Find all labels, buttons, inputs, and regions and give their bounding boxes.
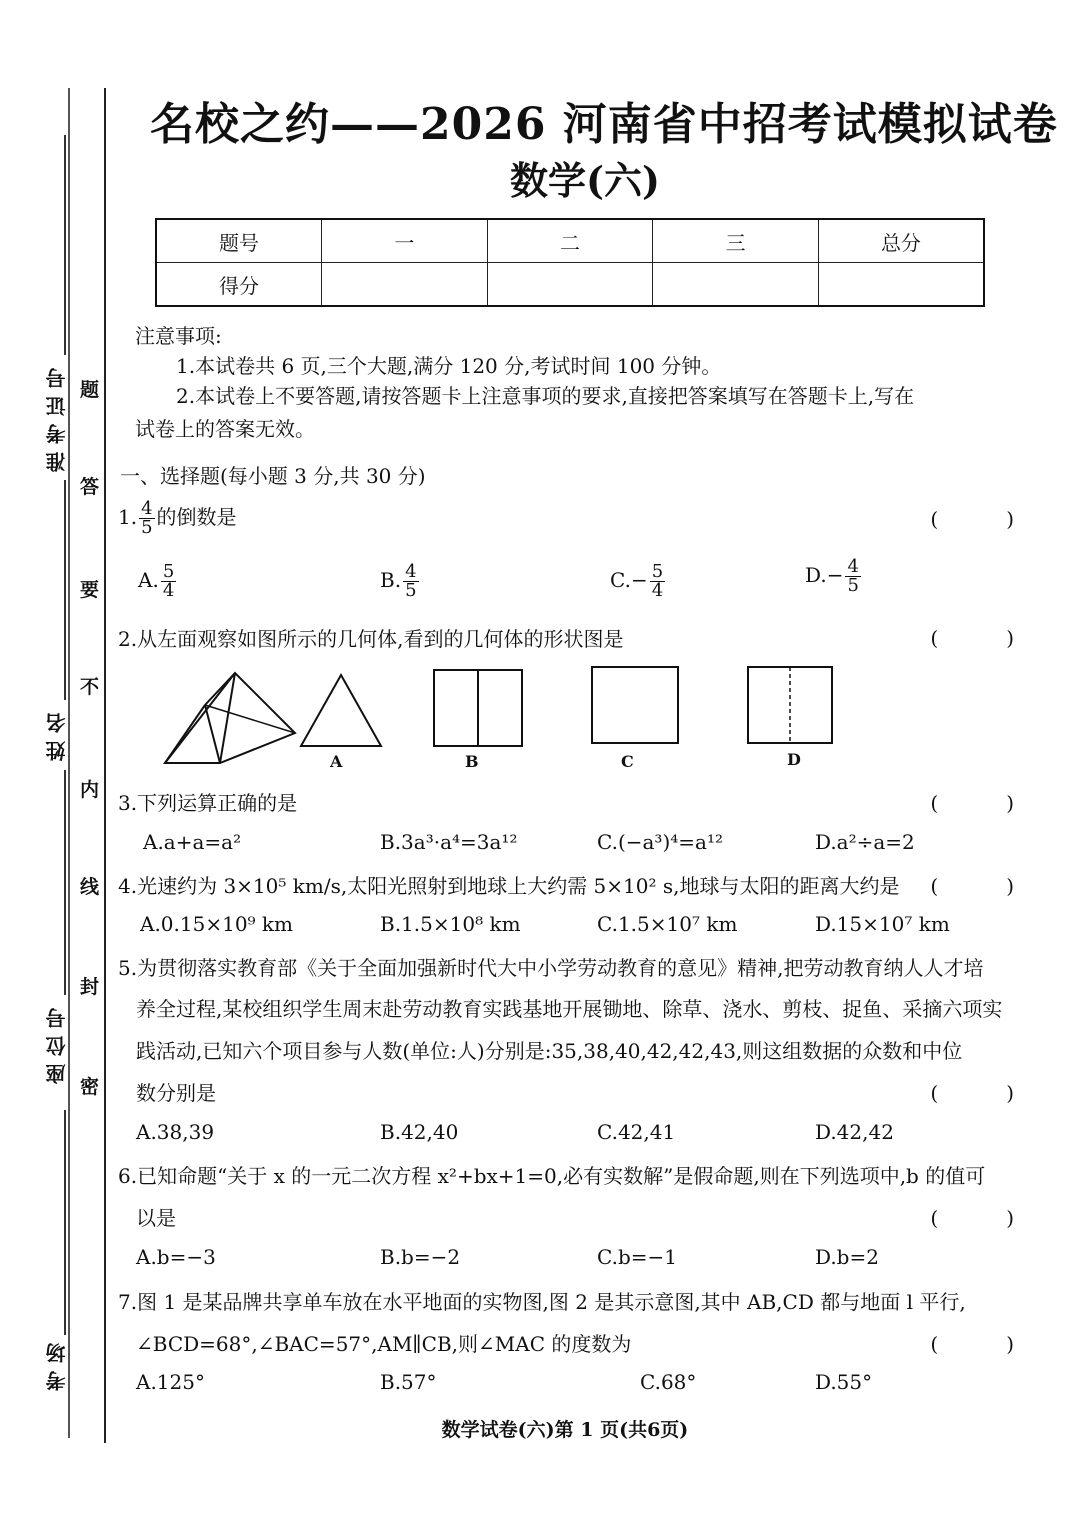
option-c-figure[interactable] [590, 665, 680, 745]
option-d[interactable]: D.− $\frac{4}{5}$ [805, 556, 859, 596]
figure-label-c: C [621, 752, 634, 771]
answer-bracket[interactable]: ( ) [930, 1081, 1038, 1105]
field-label-exam-room: 考场 [45, 1335, 69, 1391]
answer-bracket[interactable]: ( ) [930, 507, 1038, 531]
question-2: 2.从左面观察如图所示的几何体,看到的几何体的形状图是 [118, 627, 624, 651]
question-1 [118, 500, 237, 537]
margin-rule-inner [68, 88, 70, 1438]
margin-rule-outer [104, 88, 106, 1443]
option-b-figure[interactable] [432, 668, 524, 748]
score-table-score-row [156, 263, 984, 307]
prism-figure [160, 668, 300, 768]
option-c[interactable]: C.(−a³)⁴=a¹² [597, 830, 723, 854]
blank-line-4 [64, 1110, 66, 1335]
seal-char: 题 [80, 379, 100, 401]
exam-subtitle: 数学(六) [510, 158, 660, 203]
seal-char: 答 [80, 476, 100, 498]
option-b[interactable]: B. $\frac{4}{5}$ [380, 561, 417, 601]
question-4: 4.光速约为 3×10⁵ km/s,太阳光照射到地球上大约需 5×10² s,地球与太阳的距离大约是 [118, 874, 900, 898]
seal-char: 不 [80, 676, 100, 698]
figure-label-b: B [465, 752, 479, 771]
question-5-line-3: 践活动,已知六个项目参与人数(单位:人)分别是:35,38,40,42,42,43,则这组数据的众数和中位 [136, 1039, 963, 1063]
score-table-cell: 得分 [156, 263, 322, 307]
answer-bracket[interactable]: ( ) [930, 874, 1038, 898]
option-a[interactable]: A.b=−3 [136, 1245, 216, 1269]
option-c[interactable]: C.− $\frac{5}{4}$ [610, 561, 664, 601]
notice-item-1: 1.本试卷共 6 页,三个大题,满分 120 分,考试时间 100 分钟。 [176, 354, 722, 378]
question-6-line-2: 以是 [136, 1206, 176, 1230]
notice-item-2-cont: 试卷上的答案无效。 [135, 417, 315, 441]
option-a-figure[interactable] [298, 672, 384, 750]
exam-title: 名校之约——2026 河南省中招考试模拟试卷 [150, 99, 1058, 150]
seal-char: 密 [80, 1076, 100, 1098]
score-table [155, 218, 985, 307]
question-5-line-1: 5.为贯彻落实教育部《关于全面加强新时代大中小学劳动教育的意见》精神,把劳动教育纳人人才培 [118, 956, 984, 980]
score-table-cell: 总分 [818, 219, 984, 263]
score-table-cell: 一 [322, 219, 488, 263]
answer-bracket[interactable]: ( ) [930, 626, 1038, 650]
blank-line-2 [64, 480, 66, 700]
answer-bracket[interactable]: ( ) [930, 791, 1038, 815]
section-heading: 一、选择题(每小题 3 分,共 30 分) [120, 464, 426, 488]
question-5-line-2: 养全过程,某校组织学生周末赴劳动教育实践基地开展锄地、除草、浇水、剪枝、捉鱼、采摘六项实 [136, 997, 1003, 1021]
option-d[interactable]: D.b=2 [815, 1245, 879, 1269]
score-table-header-row [156, 219, 984, 263]
option-c[interactable]: C.42,41 [597, 1120, 676, 1144]
seal-char: 要 [80, 579, 100, 601]
notice-heading: 注意事项: [135, 324, 222, 348]
score-entry-cell[interactable] [818, 263, 984, 307]
blank-line-3 [64, 770, 66, 995]
option-d[interactable]: D.55° [815, 1370, 873, 1394]
option-a[interactable]: A.0.15×10⁹ km [140, 912, 293, 936]
figure-label-d: D [787, 750, 801, 769]
field-label-seat-number: 座位号 [45, 1000, 69, 1084]
option-d[interactable]: D.15×10⁷ km [815, 912, 950, 936]
seal-char: 线 [80, 876, 100, 898]
page-footer: 数学试卷(六)第 1 页(共6页) [441, 1419, 689, 1441]
question-6-line-1: 6.已知命题“关于 x 的一元二次方程 x²+bx+1=0,必有实数解”是假命题,则在下列选项中,b 的值可 [118, 1164, 986, 1188]
option-b[interactable]: B.3a³·a⁴=3a¹² [380, 830, 518, 854]
option-b[interactable]: B.57° [380, 1370, 437, 1394]
option-d[interactable]: D.a²÷a=2 [815, 830, 915, 854]
seal-char: 封 [80, 976, 100, 998]
score-table-cell: 题号 [156, 219, 322, 263]
option-d[interactable]: D.42,42 [815, 1120, 894, 1144]
question-text: 的倒数是 [156, 505, 237, 529]
question-3: 3.下列运算正确的是 [118, 791, 298, 815]
score-entry-cell[interactable] [487, 263, 653, 307]
score-entry-cell[interactable] [653, 263, 819, 307]
score-entry-cell[interactable] [322, 263, 488, 307]
notice-item-2: 2.本试卷上不要答题,请按答题卡上注意事项的要求,直接把答案填写在答题卡上,写在 [176, 384, 915, 408]
seal-char: 内 [80, 779, 100, 801]
field-label-name: 姓名 [45, 705, 69, 761]
option-a[interactable]: A.38,39 [136, 1120, 215, 1144]
option-a[interactable]: A.a+a=a² [143, 830, 242, 854]
option-b[interactable]: B.b=−2 [380, 1245, 461, 1269]
answer-bracket[interactable]: ( ) [930, 1332, 1038, 1356]
question-7-line-1: 7.图 1 是某品牌共享单车放在水平地面的实物图,图 2 是其示意图,其中 AB,CD 都与地面 l 平行, [118, 1290, 966, 1314]
score-table-cell: 二 [487, 219, 653, 263]
question-number: 1. [118, 505, 138, 529]
option-c[interactable]: C.68° [640, 1370, 697, 1394]
score-table-cell: 三 [653, 219, 819, 263]
option-b[interactable]: B.42,40 [380, 1120, 459, 1144]
question-5-line-4: 数分别是 [136, 1081, 216, 1105]
option-b[interactable]: B.1.5×10⁸ km [380, 912, 521, 936]
option-a[interactable]: A.125° [136, 1370, 205, 1394]
option-a[interactable]: A. $\frac{5}{4}$ [138, 561, 175, 601]
figure-label-a: A [330, 752, 343, 771]
field-label-admission-number: 准考证号 [45, 360, 69, 472]
option-c[interactable]: C.1.5×10⁷ km [597, 912, 738, 936]
question-7-line-2: ∠BCD=68°,∠BAC=57°,AM∥CB,则∠MAC 的度数为 [136, 1332, 632, 1356]
option-c[interactable]: C.b=−1 [597, 1245, 677, 1269]
fraction: $\frac{4}{5}$ [141, 498, 153, 538]
answer-bracket[interactable]: ( ) [930, 1206, 1038, 1230]
option-d-figure[interactable] [746, 665, 834, 745]
